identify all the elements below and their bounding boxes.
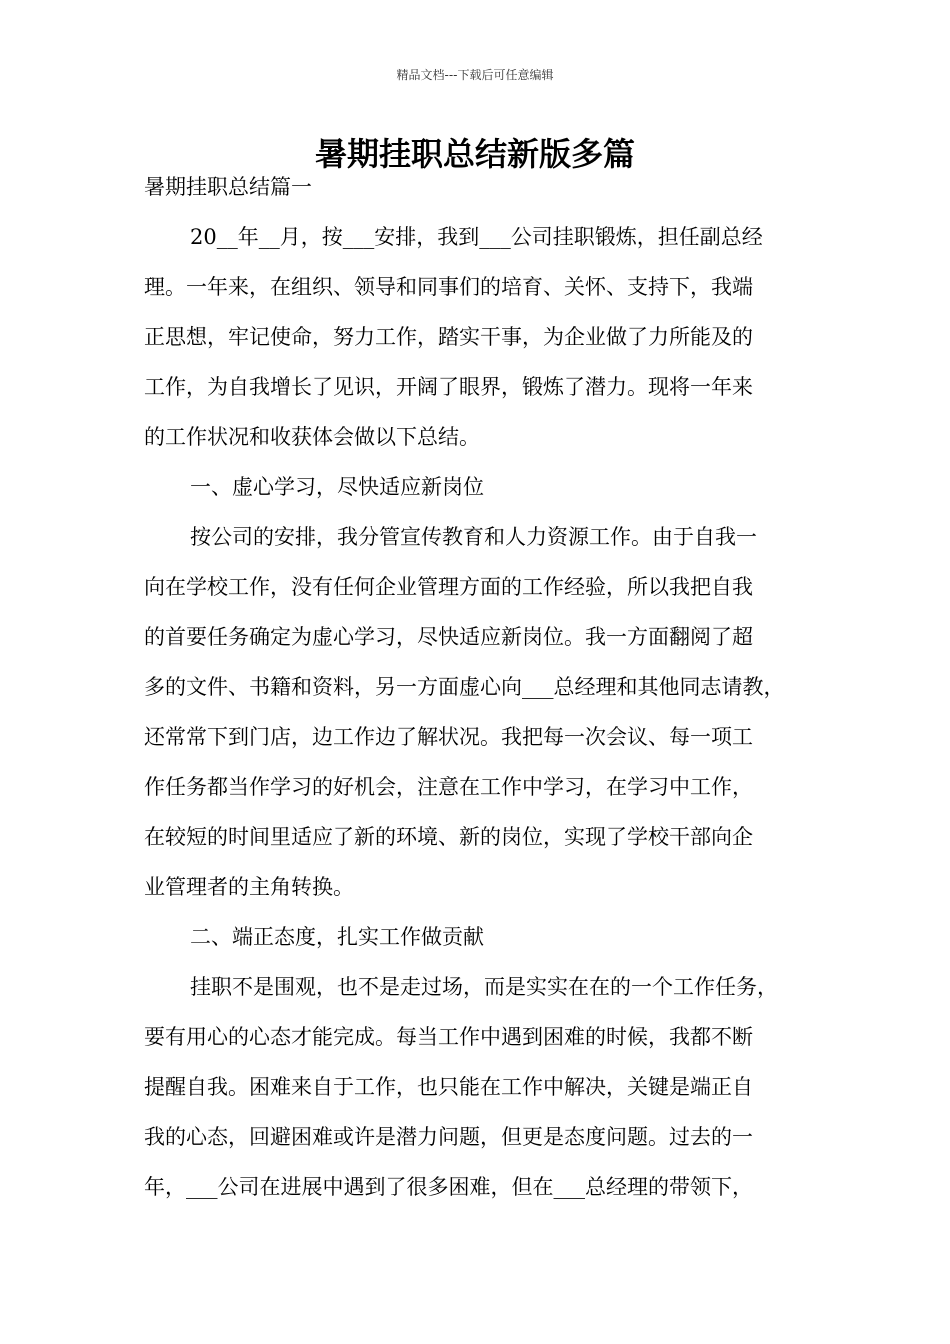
text-line: 的工作状况和收获体会做以下总结。: [144, 425, 480, 449]
text-line: 在较短的时间里适应了新的环境、新的岗位，实现了学校干部向企: [144, 825, 753, 849]
text-line: 20__年__月，按___安排，我到___公司挂职锻炼，担任副总经: [190, 225, 763, 249]
text-line: 暑期挂职总结篇一: [144, 175, 312, 199]
text-line: 二、端正态度，扎实工作做贡献: [190, 925, 484, 949]
text-line: 正思想，牢记使命，努力工作，踏实干事，为企业做了力所能及的: [144, 325, 753, 349]
text-line: 一、虚心学习，尽快适应新岗位: [190, 475, 484, 499]
text-line: 工作，为自我增长了见识，开阔了眼界，锻炼了潜力。现将一年来: [144, 375, 753, 399]
text-line: 向在学校工作，没有任何企业管理方面的工作经验，所以我把自我: [144, 575, 753, 599]
text-line: 还常常下到门店，边工作边了解状况。我把每一次会议、每一项工: [144, 725, 753, 749]
text-line: 按公司的安排，我分管宣传教育和人力资源工作。由于自我一: [190, 525, 757, 549]
text-line: 要有用心的心态才能完成。每当工作中遇到困难的时候，我都不断: [144, 1025, 753, 1049]
header-note: 精品文档---下载后可任意编辑: [396, 68, 554, 82]
text-line: 挂职不是围观，也不是走过场，而是实实在在的一个工作任务，: [190, 975, 778, 999]
text-line: 业管理者的主角转换。: [144, 875, 354, 899]
text-line: 的首要任务确定为虚心学习，尽快适应新岗位。我一方面翻阅了超: [144, 625, 753, 649]
text-line: 提醒自我。困难来自于工作，也只能在工作中解决，关键是端正自: [144, 1075, 753, 1099]
text-line: 年，___公司在进展中遇到了很多困难，但在___总经理的带领下，: [144, 1175, 753, 1199]
text-line: 多的文件、书籍和资料，另一方面虚心向___总经理和其他同志请教，: [144, 675, 785, 699]
text-line: 理。一年来，在组织、领导和同事们的培育、关怀、支持下，我端: [144, 275, 753, 299]
document-body: [144, 162, 820, 1212]
document-title: 暑期挂职总结新版多篇: [314, 135, 635, 173]
text-line: 我的心态，回避困难或许是潜力问题，但更是态度问题。过去的一: [144, 1125, 753, 1149]
text-line: 作任务都当作学习的好机会，注意在工作中学习，在学习中工作，: [144, 775, 753, 799]
